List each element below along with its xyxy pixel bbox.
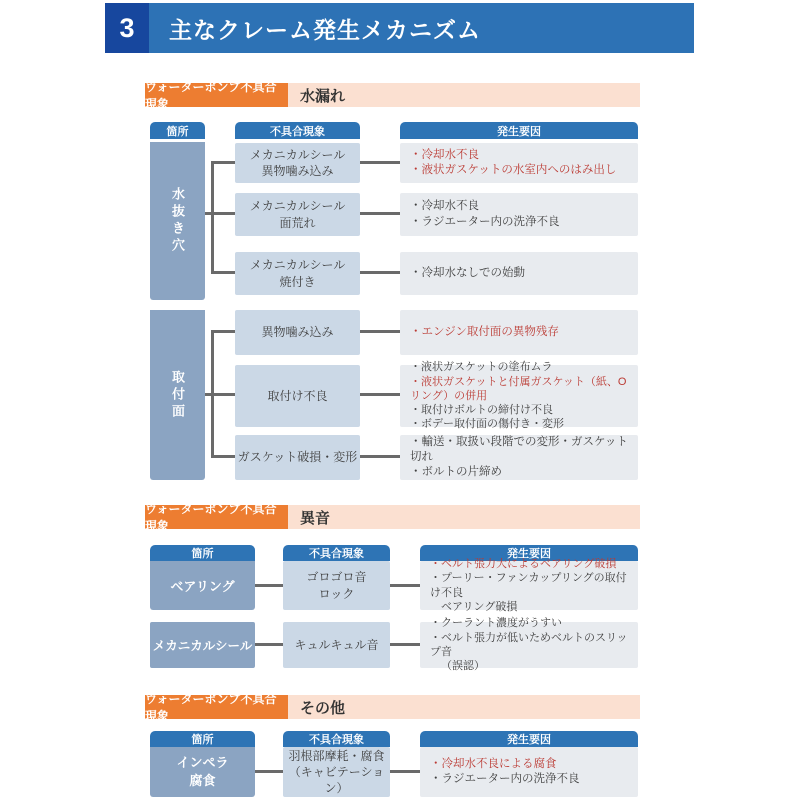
connector-line [213,330,235,333]
cause-line: ・液状ガスケットと付属ガスケット（紙、Oリング）の併用 [410,375,627,402]
connector-line [360,161,400,164]
phenomenon-box [235,193,360,236]
connector-line [360,330,400,333]
cause-line: ・クーラント濃度がうすい [430,617,562,630]
phenomenon-line: 羽根部摩耗・腐食 [288,748,385,763]
column-header-cause: 発生要因 [420,545,638,561]
cause-line: ・ボデー取付面の傷付き・変形 [410,418,564,431]
connector-line [213,161,235,164]
section-title: その他 [300,699,346,717]
phenomenon-box [235,435,360,480]
location-label: 腐食 [189,773,216,788]
phenomenon-line: ガスケット破損・変形 [237,450,358,465]
location-label: ベアリング [170,579,235,594]
connector-line [390,770,420,773]
section-title: 異音 [300,509,331,527]
cause-box [420,747,638,797]
connector-line [213,271,235,274]
phenomenon-box [235,310,360,355]
phenomenon-line: 異物噛み込み [261,325,334,340]
connector-line [213,455,235,458]
connector-line [213,393,235,396]
column-header-cause: 発生要因 [420,731,638,747]
column-header-phenomenon: 不具合現象 [235,122,360,139]
connector-line [213,212,235,215]
column-header-phenomenon: 不具合現象 [283,545,390,561]
cause-line: ・エンジン取付面の異物残存 [410,325,559,338]
cause-box [420,617,638,673]
cause-box [400,361,638,431]
cause-line: ・冷却水不良による腐食 [430,757,557,770]
phenomenon-line: メカニカルシール [249,199,346,214]
location-box-mounting-face [150,310,205,480]
phenomenon-line: 焼付き [279,274,316,289]
phenomenon-box [283,747,390,797]
cause-line: ・プーリー・ファンカップリングの取付け不良 [430,572,627,599]
cause-box [400,435,638,480]
connector-line [390,584,420,587]
connector-line [390,643,420,646]
connector-line [255,643,283,646]
connector-line [360,212,400,215]
location-box-bearing [150,561,255,610]
phenomenon-line: ゴロゴロ音 [306,570,367,585]
connector-line [211,161,214,274]
cause-line: ・冷却水不良 [410,200,479,213]
phenomenon-line: 取付け不良 [267,388,328,403]
section-label: ウォーターポンプ不具合現象 [145,83,288,107]
connector-line [255,584,283,587]
column-header-location: 箇所 [150,122,205,139]
cause-line: ・液状ガスケットの水室内へのはみ出し [410,164,617,176]
cause-line: ・ボルトの片締め [410,466,502,479]
location-label: メカニカルシール [152,639,253,653]
location-label: 取付面 [170,369,185,421]
location-box-drain-hole [150,142,205,300]
phenomenon-box [283,622,390,668]
chapter-number: 3 [105,3,149,53]
cause-box [400,193,638,236]
connector-line [255,770,283,773]
cause-line: ・取付けボルトの締付け不良 [410,404,553,417]
cause-box [400,143,638,183]
phenomenon-box [283,561,390,610]
cause-line: ・ラジエーター内の洗浄不良 [430,773,580,785]
location-label: インペラ [176,754,229,770]
page-header [105,3,694,53]
column-header-location: 箇所 [150,731,255,747]
connector-line [360,271,400,274]
phenomenon-line: 面荒れ [279,215,316,230]
cause-line: ・冷却水不良 [410,148,479,161]
phenomenon-line: （キャビテーション） [288,764,385,796]
section-label: ウォーターポンプ不具合現象 [145,505,288,529]
phenomenon-box [235,252,360,295]
column-header-location: 箇所 [150,545,255,561]
section-band-other [145,692,640,723]
phenomenon-line: ロック [318,586,355,601]
column-header-phenomenon: 不具合現象 [283,731,390,747]
phenomenon-line: メカニカルシール [249,147,346,162]
cause-line: ・ベルト張力が低いためベルトのスリップ音 [430,631,628,658]
cause-line: ・ベルト張力大によるベアリング破損 [430,557,617,570]
page-title: 主なクレーム発生メカニズム [169,16,481,43]
location-label: 水抜き穴 [170,187,185,255]
column-header-cause: 発生要因 [400,122,638,139]
cause-line: （誤認） [441,660,485,673]
section-label: ウォーターポンプ不具合現象 [145,695,288,719]
section-band-noise [145,502,640,533]
cause-line: ・ラジエーター内の洗浄不良 [410,215,560,228]
cause-box [400,310,638,355]
phenomenon-box [235,365,360,427]
connector-line [360,455,400,458]
location-box-mechanical-seal [150,622,255,668]
cause-line: ・冷却水なしでの始動 [410,266,525,279]
cause-box [400,252,638,295]
cause-line: ・液状ガスケットの塗布ムラ [410,361,553,374]
section-title: 水漏れ [300,87,346,105]
connector-line [360,393,400,396]
cause-line: ・輸送・取扱い段階での変形・ガスケット切れ [410,435,628,463]
phenomenon-box [235,143,360,183]
phenomenon-line: メカニカルシール [249,258,346,273]
phenomenon-line: 異物噛み込み [261,164,334,178]
section-band-water-leak [145,80,640,111]
phenomenon-line: キュルキュル音 [294,637,379,652]
cause-line: ベアリング破損 [441,600,518,613]
cause-box [420,557,638,613]
location-box-impeller [150,747,255,797]
